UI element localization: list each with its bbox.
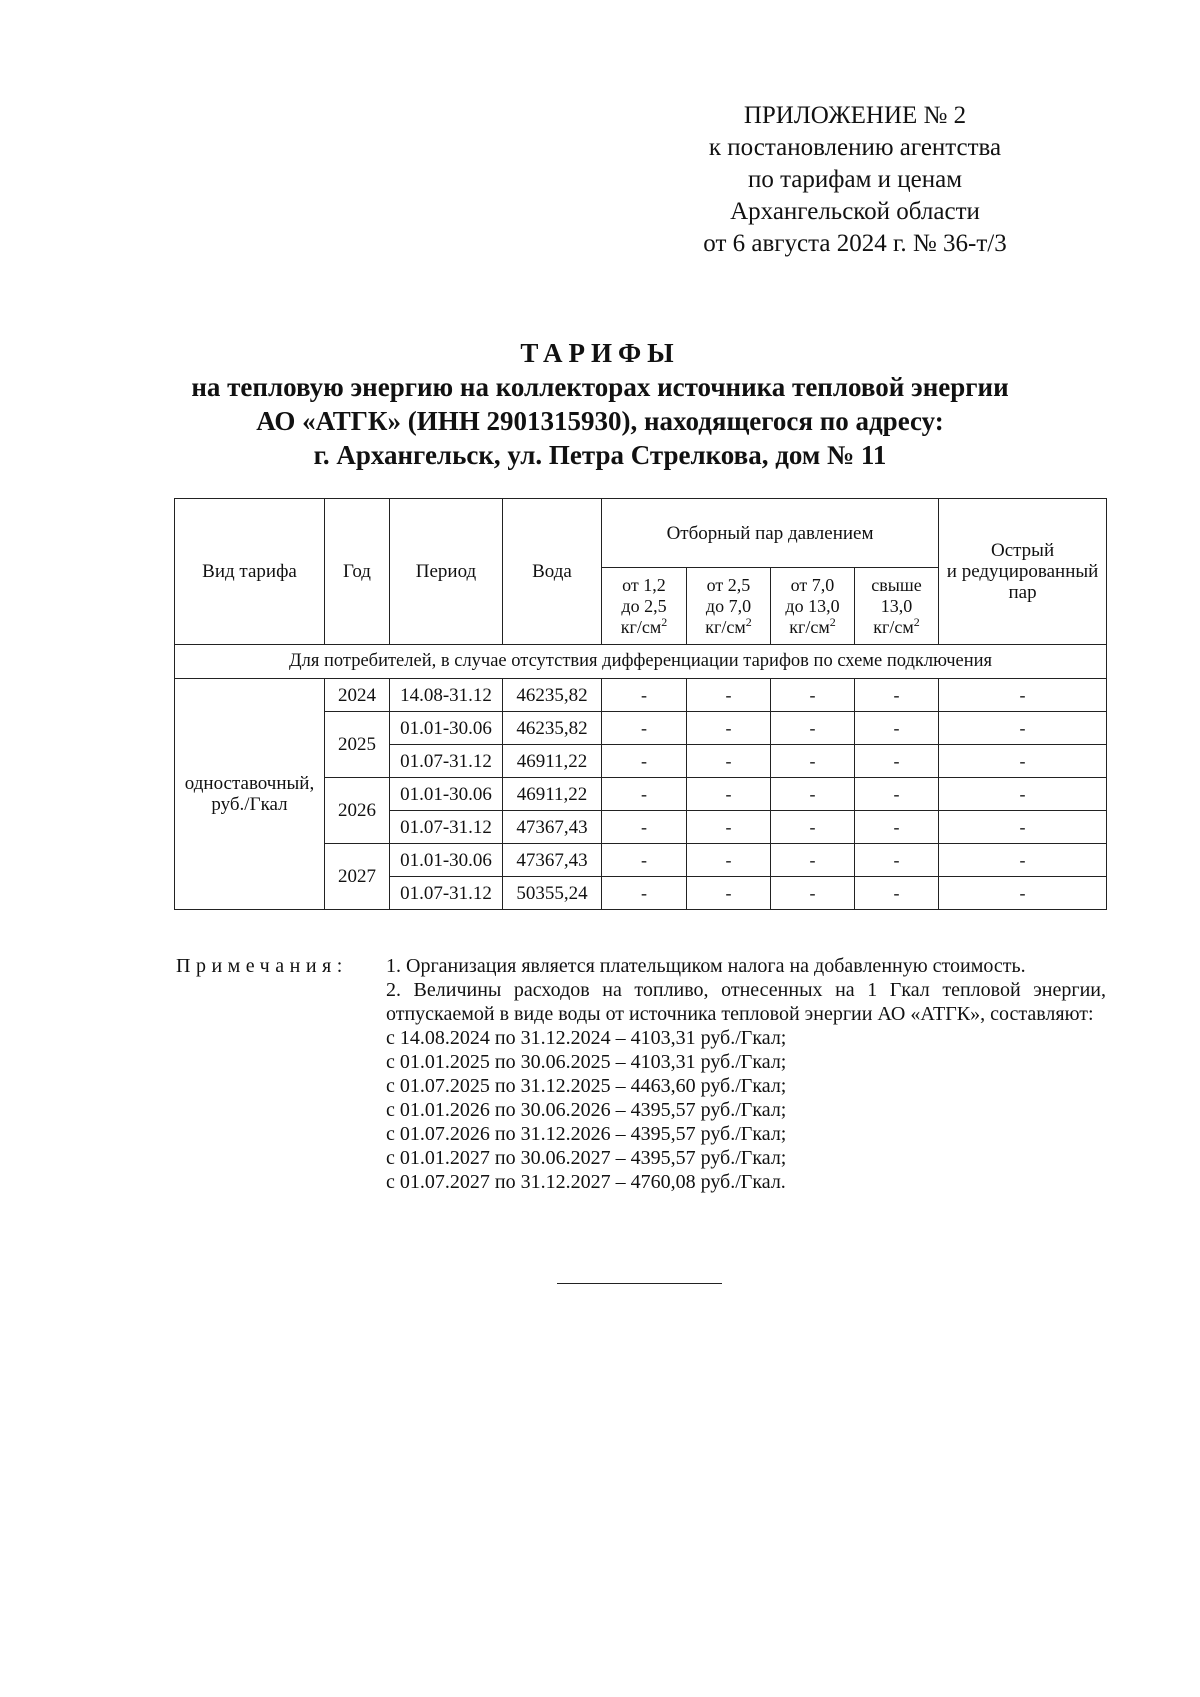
- dash-cell: -: [602, 745, 687, 778]
- dash-cell: -: [771, 811, 855, 844]
- dash-cell: -: [687, 679, 771, 712]
- tariff-table: [174, 498, 1107, 910]
- water-cell: 50355,24: [503, 877, 602, 910]
- pressure-2-from: от 2,5: [706, 574, 751, 595]
- pressure-2-unit: [687, 614, 770, 638]
- tariff-type-line-2: руб./Гкал: [211, 794, 288, 815]
- pressure-4-unit: [855, 614, 938, 638]
- dash-cell: -: [687, 778, 771, 811]
- period-cell: 01.07-31.12: [390, 745, 503, 778]
- fuel-cost-line: с 01.07.2027 по 31.12.2027 – 4760,08 руб./Гкал.: [386, 1171, 786, 1193]
- header-sharp-steam-line-1: Острый: [990, 540, 1055, 561]
- water-cell: 46911,22: [503, 745, 602, 778]
- dash-cell: -: [939, 745, 1107, 778]
- dash-cell: -: [602, 712, 687, 745]
- dash-cell: -: [939, 679, 1107, 712]
- tariff-type-cell: [175, 679, 325, 910]
- period-cell: 01.07-31.12: [390, 877, 503, 910]
- title-line-1: на тепловую энергию на коллекторах источника тепловой энергии: [191, 372, 1009, 402]
- dash-cell: -: [602, 844, 687, 877]
- period-cell: 01.01-30.06: [390, 844, 503, 877]
- fuel-cost-line: с 01.01.2027 по 30.06.2027 – 4395,57 руб./Гкал;: [386, 1147, 787, 1169]
- dash-cell: -: [855, 679, 939, 712]
- header-sharp-steam: [939, 499, 1107, 645]
- dash-cell: -: [687, 745, 771, 778]
- appendix-number: ПРИЛОЖЕНИЕ № 2: [743, 102, 967, 129]
- period-cell: 01.07-31.12: [390, 811, 503, 844]
- document-title: [100, 336, 1100, 472]
- dash-cell: -: [939, 844, 1107, 877]
- period-cell: 14.08-31.12: [390, 679, 503, 712]
- dash-cell: -: [855, 811, 939, 844]
- title-main: ТАРИФЫ: [520, 338, 680, 368]
- fuel-cost-line: с 01.07.2026 по 31.12.2026 – 4395,57 руб./Гкал;: [386, 1123, 787, 1145]
- dash-cell: -: [602, 778, 687, 811]
- group-note: Для потребителей, в случае отсутствия дифференциации тарифов по схеме подключения: [175, 645, 1107, 679]
- notes-body: [386, 954, 1106, 1194]
- unit-sup: 2: [913, 614, 920, 629]
- water-cell: 46911,22: [503, 778, 602, 811]
- unit-sup: 2: [661, 614, 668, 629]
- unit-sup: 2: [745, 614, 752, 629]
- fuel-cost-line: с 01.01.2026 по 30.06.2026 – 4395,57 руб./Гкал;: [386, 1099, 787, 1121]
- dash-cell: -: [687, 844, 771, 877]
- dash-cell: -: [602, 877, 687, 910]
- dash-cell: -: [602, 679, 687, 712]
- unit-text: кг/см: [789, 616, 830, 637]
- water-cell: 46235,82: [503, 712, 602, 745]
- dash-cell: -: [855, 712, 939, 745]
- dash-cell: -: [687, 877, 771, 910]
- dash-cell: -: [687, 712, 771, 745]
- title-line-3: г. Архангельск, ул. Петра Стрелкова, дом № 11: [313, 440, 887, 470]
- dash-cell: -: [855, 877, 939, 910]
- note-2: 2. Величины расходов на топливо, отнесенных на 1 Гкал тепловой энергии, отпускаемой в виде воды от источника тепловой энергии АО «АТГК», составляют:: [386, 979, 1106, 1025]
- appendix-header: [660, 100, 1050, 260]
- header-pressure-2: [687, 568, 771, 645]
- header-tariff-type: Вид тарифа: [175, 499, 325, 645]
- dash-cell: -: [939, 712, 1107, 745]
- header-water: Вода: [503, 499, 602, 645]
- unit-text: кг/см: [620, 616, 662, 637]
- dash-cell: -: [771, 877, 855, 910]
- table-row: [175, 679, 1107, 712]
- header-pressure-4: [855, 568, 939, 645]
- unit-text: кг/см: [873, 616, 914, 637]
- pressure-2-to: до 7,0: [705, 595, 752, 616]
- pressure-4-value: 13,0: [880, 595, 913, 616]
- pressure-1-from: от 1,2: [622, 574, 666, 595]
- appendix-line-4: Архангельской области: [730, 198, 980, 225]
- year-cell: 2025: [325, 712, 390, 778]
- dash-cell: -: [771, 745, 855, 778]
- header-pressure-1: [602, 568, 687, 645]
- header-sharp-steam-line-2: и редуцированный: [946, 561, 1099, 582]
- unit-sup: 2: [829, 614, 836, 629]
- water-cell: 47367,43: [503, 811, 602, 844]
- end-divider: [557, 1283, 722, 1284]
- header-selected-steam: Отборный пар давлением: [602, 499, 939, 568]
- pressure-1-to: до 2,5: [621, 595, 667, 616]
- pressure-3-from: от 7,0: [790, 574, 835, 595]
- notes-label: Примечания:: [176, 955, 348, 977]
- year-cell: 2027: [325, 844, 390, 910]
- fuel-cost-line: с 01.01.2025 по 30.06.2025 – 4103,31 руб./Гкал;: [386, 1051, 787, 1073]
- dash-cell: -: [687, 811, 771, 844]
- period-cell: 01.01-30.06: [390, 712, 503, 745]
- header-period: Период: [390, 499, 503, 645]
- dash-cell: -: [939, 877, 1107, 910]
- fuel-cost-line: с 01.07.2025 по 31.12.2025 – 4463,60 руб./Гкал;: [386, 1075, 787, 1097]
- title-line-2: АО «АТГК» (ИНН 2901315930), находящегося по адресу:: [256, 406, 944, 436]
- year-cell: 2026: [325, 778, 390, 844]
- header-sharp-steam-line-3: пар: [1008, 582, 1037, 603]
- appendix-date: от 6 августа 2024 г. № 36-т/3: [703, 230, 1007, 257]
- dash-cell: -: [771, 679, 855, 712]
- pressure-3-to: до 13,0: [785, 595, 840, 616]
- dash-cell: -: [855, 745, 939, 778]
- tariff-type-line-1: одноставочный,: [184, 773, 315, 794]
- dash-cell: -: [939, 811, 1107, 844]
- water-cell: 46235,82: [503, 679, 602, 712]
- dash-cell: -: [771, 778, 855, 811]
- water-cell: 47367,43: [503, 844, 602, 877]
- appendix-line-2: к постановлению агентства: [708, 134, 1002, 161]
- unit-text: кг/см: [705, 616, 746, 637]
- dash-cell: -: [771, 712, 855, 745]
- dash-cell: -: [771, 844, 855, 877]
- header-year: Год: [325, 499, 390, 645]
- period-cell: 01.01-30.06: [390, 778, 503, 811]
- pressure-4-from: свыше: [871, 574, 922, 595]
- dash-cell: -: [939, 778, 1107, 811]
- year-cell: 2024: [325, 679, 390, 712]
- note-1: 1. Организация является плательщиком налога на добавленную стоимость.: [386, 955, 1026, 977]
- pressure-1-unit: [602, 614, 686, 638]
- appendix-line-3: по тарифам и ценам: [747, 166, 963, 193]
- header-pressure-3: [771, 568, 855, 645]
- dash-cell: -: [602, 811, 687, 844]
- pressure-3-unit: [771, 614, 854, 638]
- fuel-cost-line: с 14.08.2024 по 31.12.2024 – 4103,31 руб./Гкал;: [386, 1027, 787, 1049]
- dash-cell: -: [855, 844, 939, 877]
- dash-cell: -: [855, 778, 939, 811]
